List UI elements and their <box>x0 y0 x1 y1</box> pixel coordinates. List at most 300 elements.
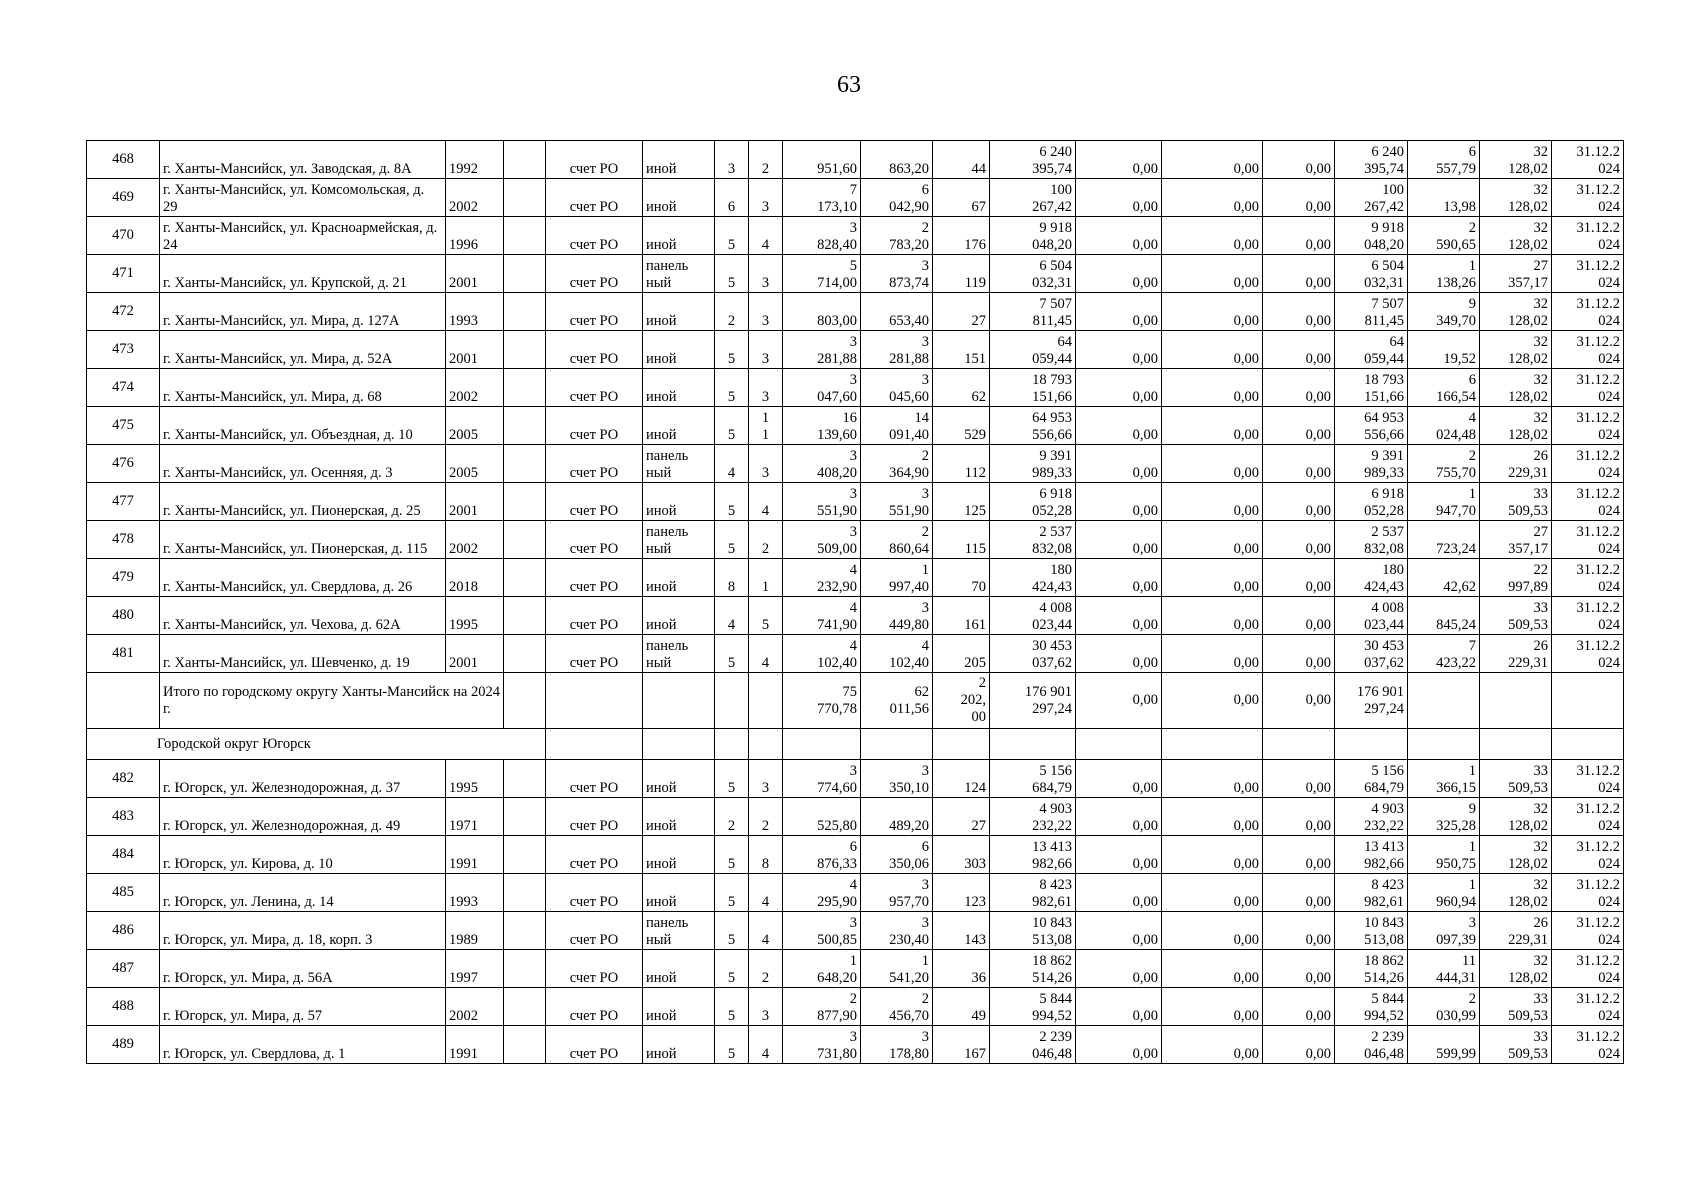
empty-cell <box>504 141 546 179</box>
entrances-cell: 4 <box>749 483 783 521</box>
section-empty-cell <box>1162 729 1263 760</box>
floors-cell: 3 <box>715 141 749 179</box>
housing-repair-table <box>86 140 1624 1064</box>
living-area-cell: 3 873,74 <box>861 255 933 293</box>
floors-cell: 5 <box>715 255 749 293</box>
address-cell: г. Югорск, ул. Ленина, д. 14 <box>160 874 446 912</box>
entrances-cell: 3 <box>749 760 783 798</box>
living-area-cell: 653,40 <box>861 293 933 331</box>
deadline-cell: 31.12.2 024 <box>1552 559 1624 597</box>
unit-cost-cell: 9 349,70 <box>1408 293 1480 331</box>
max-cost-cell: 32 128,02 <box>1480 836 1552 874</box>
table-row <box>87 597 1624 635</box>
living-area-cell: 1 997,40 <box>861 559 933 597</box>
row-number: 477 <box>87 483 160 521</box>
wall-material-cell: иной <box>643 293 715 331</box>
wall-material-cell: панель ный <box>643 521 715 559</box>
table-row <box>87 179 1624 217</box>
address-cell: г. Югорск, ул. Железнодорожная, д. 37 <box>160 760 446 798</box>
total-area-cell: 4 232,90 <box>783 559 861 597</box>
empty-cell <box>504 369 546 407</box>
max-cost-cell: 32 128,02 <box>1480 798 1552 836</box>
unit-cost-cell: 1 366,15 <box>1408 760 1480 798</box>
cost-cell: 8 423 982,61 <box>990 874 1076 912</box>
total-area-cell: 5 714,00 <box>783 255 861 293</box>
total-empty-cell <box>1480 673 1552 729</box>
fund-cell: 5 156 684,79 <box>1335 760 1408 798</box>
cost-cell: 30 453 037,62 <box>990 635 1076 673</box>
cost-cell: 13 413 982,66 <box>990 836 1076 874</box>
zero-cell-1: 0,00 <box>1076 369 1162 407</box>
zero-cell-1: 0,00 <box>1076 141 1162 179</box>
fund-cell: 4 903 232,22 <box>1335 798 1408 836</box>
cost-cell: 100 267,42 <box>990 179 1076 217</box>
fund-cell: 64 953 556,66 <box>1335 407 1408 445</box>
residents-cell: 27 <box>933 293 990 331</box>
fund-cell: 180 424,43 <box>1335 559 1408 597</box>
account-cell: счет РО <box>546 293 643 331</box>
wall-material-cell: иной <box>643 836 715 874</box>
row-number: 487 <box>87 950 160 988</box>
zero-cell-2: 0,00 <box>1162 369 1263 407</box>
floors-cell: 2 <box>715 798 749 836</box>
zero-cell-3: 0,00 <box>1263 912 1335 950</box>
entrances-cell: 3 <box>749 255 783 293</box>
entrances-cell: 3 <box>749 369 783 407</box>
table-row <box>87 521 1624 559</box>
table-row <box>87 950 1624 988</box>
unit-cost-cell: 2 755,70 <box>1408 445 1480 483</box>
zero-cell-3: 0,00 <box>1263 407 1335 445</box>
table-row <box>87 445 1624 483</box>
max-cost-cell: 33 509,53 <box>1480 597 1552 635</box>
empty-cell <box>504 597 546 635</box>
table-row <box>87 635 1624 673</box>
zero-cell-2: 0,00 <box>1162 912 1263 950</box>
year-cell: 1995 <box>446 760 504 798</box>
account-cell: счет РО <box>546 445 643 483</box>
fund-cell: 8 423 982,61 <box>1335 874 1408 912</box>
account-cell: счет РО <box>546 141 643 179</box>
row-number: 471 <box>87 255 160 293</box>
row-number: 483 <box>87 798 160 836</box>
year-cell: 2018 <box>446 559 504 597</box>
total-label-cell: Итого по городскому округу Ханты-Мансийск на 2024 г. <box>160 673 504 729</box>
total-area-cell: 951,60 <box>783 141 861 179</box>
cost-cell: 6 240 395,74 <box>990 141 1076 179</box>
unit-cost-cell: 4 024,48 <box>1408 407 1480 445</box>
section-empty-cell <box>1480 729 1552 760</box>
zero-cell-1: 0,00 <box>1076 597 1162 635</box>
zero-cell-1: 0,00 <box>1076 874 1162 912</box>
wall-material-cell: иной <box>643 559 715 597</box>
max-cost-cell: 33 509,53 <box>1480 483 1552 521</box>
account-cell: счет РО <box>546 836 643 874</box>
account-cell: счет РО <box>546 369 643 407</box>
fund-cell: 9 391 989,33 <box>1335 445 1408 483</box>
zero-cell-2: 0,00 <box>1162 988 1263 1026</box>
year-cell: 2001 <box>446 255 504 293</box>
zero-cell-3: 0,00 <box>1263 217 1335 255</box>
year-cell: 1991 <box>446 836 504 874</box>
deadline-cell: 31.12.2 024 <box>1552 293 1624 331</box>
row-number: 482 <box>87 760 160 798</box>
total-area2-cell: 62 011,56 <box>861 673 933 729</box>
deadline-cell: 31.12.2 024 <box>1552 521 1624 559</box>
wall-material-cell: иной <box>643 798 715 836</box>
year-cell: 2002 <box>446 988 504 1026</box>
total-empty-cell <box>715 673 749 729</box>
row-number: 479 <box>87 559 160 597</box>
deadline-cell: 31.12.2 024 <box>1552 217 1624 255</box>
row-number: 486 <box>87 912 160 950</box>
zero-cell-1: 0,00 <box>1076 836 1162 874</box>
entrances-cell: 4 <box>749 874 783 912</box>
row-number: 473 <box>87 331 160 369</box>
wall-material-cell: иной <box>643 217 715 255</box>
cost-cell: 9 918 048,20 <box>990 217 1076 255</box>
deadline-cell: 31.12.2 024 <box>1552 760 1624 798</box>
residents-cell: 36 <box>933 950 990 988</box>
cost-cell: 2 239 046,48 <box>990 1026 1076 1064</box>
residents-cell: 123 <box>933 874 990 912</box>
section-empty-cell <box>861 729 933 760</box>
cost-cell: 5 156 684,79 <box>990 760 1076 798</box>
total-row <box>87 673 1624 729</box>
total-area-cell: 3 500,85 <box>783 912 861 950</box>
living-area-cell: 863,20 <box>861 141 933 179</box>
zero-cell-3: 0,00 <box>1263 559 1335 597</box>
section-empty-cell <box>1076 729 1162 760</box>
floors-cell: 5 <box>715 369 749 407</box>
fund-cell: 6 504 032,31 <box>1335 255 1408 293</box>
empty-cell <box>504 483 546 521</box>
row-number: 478 <box>87 521 160 559</box>
wall-material-cell: панель ный <box>643 445 715 483</box>
total-area-cell: 3 509,00 <box>783 521 861 559</box>
fund-cell: 10 843 513,08 <box>1335 912 1408 950</box>
address-cell: г. Ханты-Мансийск, ул. Чехова, д. 62А <box>160 597 446 635</box>
year-cell: 2005 <box>446 445 504 483</box>
total-area-cell: 3 408,20 <box>783 445 861 483</box>
entrances-cell: 3 <box>749 293 783 331</box>
empty-cell <box>504 293 546 331</box>
address-cell: г. Югорск, ул. Кирова, д. 10 <box>160 836 446 874</box>
account-cell: счет РО <box>546 798 643 836</box>
unit-cost-cell: 2 030,99 <box>1408 988 1480 1026</box>
account-cell: счет РО <box>546 760 643 798</box>
living-area-cell: 3 281,88 <box>861 331 933 369</box>
living-area-cell: 2 456,70 <box>861 988 933 1026</box>
total-area-cell: 3 731,80 <box>783 1026 861 1064</box>
max-cost-cell: 26 229,31 <box>1480 445 1552 483</box>
entrances-cell: 3 <box>749 445 783 483</box>
zero-cell-3: 0,00 <box>1263 521 1335 559</box>
entrances-cell: 4 <box>749 912 783 950</box>
empty-cell <box>504 255 546 293</box>
cost-cell: 4 903 232,22 <box>990 798 1076 836</box>
zero-cell-2: 0,00 <box>1162 836 1263 874</box>
zero-cell-3: 0,00 <box>1263 179 1335 217</box>
floors-cell: 8 <box>715 559 749 597</box>
cost-cell: 180 424,43 <box>990 559 1076 597</box>
total-empty-cell <box>1552 673 1624 729</box>
fund-cell: 64 059,44 <box>1335 331 1408 369</box>
zero-cell-2: 0,00 <box>1162 179 1263 217</box>
residents-cell: 151 <box>933 331 990 369</box>
zero-cell-3: 0,00 <box>1263 874 1335 912</box>
wall-material-cell: иной <box>643 597 715 635</box>
fund-cell: 30 453 037,62 <box>1335 635 1408 673</box>
floors-cell: 4 <box>715 597 749 635</box>
address-cell: г. Югорск, ул. Железнодорожная, д. 49 <box>160 798 446 836</box>
total-area-cell: 1 648,20 <box>783 950 861 988</box>
zero-cell-3: 0,00 <box>1263 798 1335 836</box>
total-z1-cell: 0,00 <box>1076 673 1162 729</box>
entrances-cell: 1 <box>749 559 783 597</box>
zero-cell-3: 0,00 <box>1263 293 1335 331</box>
section-empty-cell <box>1552 729 1624 760</box>
total-area-cell: 3 047,60 <box>783 369 861 407</box>
cost-cell: 4 008 023,44 <box>990 597 1076 635</box>
deadline-cell: 31.12.2 024 <box>1552 141 1624 179</box>
unit-cost-cell: 19,52 <box>1408 331 1480 369</box>
max-cost-cell: 32 128,02 <box>1480 407 1552 445</box>
row-number: 475 <box>87 407 160 445</box>
deadline-cell: 31.12.2 024 <box>1552 635 1624 673</box>
max-cost-cell: 33 509,53 <box>1480 1026 1552 1064</box>
deadline-cell: 31.12.2 024 <box>1552 950 1624 988</box>
deadline-cell: 31.12.2 024 <box>1552 331 1624 369</box>
unit-cost-cell: 6 166,54 <box>1408 369 1480 407</box>
table-row <box>87 293 1624 331</box>
residents-cell: 49 <box>933 988 990 1026</box>
floors-cell: 2 <box>715 293 749 331</box>
year-cell: 1993 <box>446 293 504 331</box>
unit-cost-cell: 1 947,70 <box>1408 483 1480 521</box>
total-res-cell: 2 202, 00 <box>933 673 990 729</box>
zero-cell-3: 0,00 <box>1263 950 1335 988</box>
empty-cell <box>504 836 546 874</box>
year-cell: 1989 <box>446 912 504 950</box>
address-cell: г. Ханты-Мансийск, ул. Заводская, д. 8А <box>160 141 446 179</box>
zero-cell-1: 0,00 <box>1076 760 1162 798</box>
residents-cell: 27 <box>933 798 990 836</box>
residents-cell: 67 <box>933 179 990 217</box>
row-number: 481 <box>87 635 160 673</box>
empty-cell <box>504 988 546 1026</box>
wall-material-cell: иной <box>643 407 715 445</box>
account-cell: счет РО <box>546 217 643 255</box>
unit-cost-cell: 11 444,31 <box>1408 950 1480 988</box>
zero-cell-3: 0,00 <box>1263 988 1335 1026</box>
address-cell: г. Ханты-Мансийск, ул. Мира, д. 127А <box>160 293 446 331</box>
living-area-cell: 3 230,40 <box>861 912 933 950</box>
total-empty-cell <box>546 673 643 729</box>
account-cell: счет РО <box>546 988 643 1026</box>
zero-cell-2: 0,00 <box>1162 483 1263 521</box>
residents-cell: 176 <box>933 217 990 255</box>
zero-cell-2: 0,00 <box>1162 559 1263 597</box>
floors-cell: 5 <box>715 483 749 521</box>
address-cell: г. Ханты-Мансийск, ул. Мира, д. 52А <box>160 331 446 369</box>
zero-cell-1: 0,00 <box>1076 445 1162 483</box>
section-empty-cell <box>749 729 783 760</box>
total-area-cell: 7 173,10 <box>783 179 861 217</box>
zero-cell-3: 0,00 <box>1263 255 1335 293</box>
empty-cell <box>504 521 546 559</box>
zero-cell-3: 0,00 <box>1263 597 1335 635</box>
deadline-cell: 31.12.2 024 <box>1552 836 1624 874</box>
deadline-cell: 31.12.2 024 <box>1552 874 1624 912</box>
address-cell: г. Югорск, ул. Мира, д. 56А <box>160 950 446 988</box>
zero-cell-1: 0,00 <box>1076 950 1162 988</box>
unit-cost-cell: 1 950,75 <box>1408 836 1480 874</box>
zero-cell-3: 0,00 <box>1263 760 1335 798</box>
floors-cell: 4 <box>715 445 749 483</box>
empty-cell <box>504 331 546 369</box>
zero-cell-1: 0,00 <box>1076 483 1162 521</box>
fund-cell: 100 267,42 <box>1335 179 1408 217</box>
unit-cost-cell: 9 325,28 <box>1408 798 1480 836</box>
total-area-cell: 803,00 <box>783 293 861 331</box>
wall-material-cell: иной <box>643 1026 715 1064</box>
total-empty-cell <box>504 673 546 729</box>
max-cost-cell: 32 128,02 <box>1480 369 1552 407</box>
max-cost-cell: 32 128,02 <box>1480 217 1552 255</box>
unit-cost-cell: 6 557,79 <box>1408 141 1480 179</box>
total-z3-cell: 0,00 <box>1263 673 1335 729</box>
entrances-cell: 3 <box>749 179 783 217</box>
zero-cell-2: 0,00 <box>1162 635 1263 673</box>
fund-cell: 2 537 832,08 <box>1335 521 1408 559</box>
table-row <box>87 407 1624 445</box>
row-number: 476 <box>87 445 160 483</box>
address-cell: г. Ханты-Мансийск, ул. Мира, д. 68 <box>160 369 446 407</box>
table-row <box>87 874 1624 912</box>
cost-cell: 7 507 811,45 <box>990 293 1076 331</box>
zero-cell-3: 0,00 <box>1263 1026 1335 1064</box>
total-area-cell: 4 741,90 <box>783 597 861 635</box>
address-cell: г. Югорск, ул. Свердлова, д. 1 <box>160 1026 446 1064</box>
residents-cell: 205 <box>933 635 990 673</box>
zero-cell-3: 0,00 <box>1263 635 1335 673</box>
zero-cell-2: 0,00 <box>1162 293 1263 331</box>
wall-material-cell: панель ный <box>643 912 715 950</box>
account-cell: счет РО <box>546 407 643 445</box>
total-empty-cell <box>749 673 783 729</box>
account-cell: счет РО <box>546 179 643 217</box>
empty-cell <box>504 950 546 988</box>
fund-cell: 2 239 046,48 <box>1335 1026 1408 1064</box>
living-area-cell: 3 350,10 <box>861 760 933 798</box>
empty-cell <box>504 559 546 597</box>
wall-material-cell: иной <box>643 179 715 217</box>
table-row <box>87 798 1624 836</box>
table-row <box>87 483 1624 521</box>
wall-material-cell: иной <box>643 141 715 179</box>
table-row <box>87 1026 1624 1064</box>
total-empty-cell <box>87 673 160 729</box>
residents-cell: 44 <box>933 141 990 179</box>
section-empty-cell <box>1263 729 1335 760</box>
floors-cell: 5 <box>715 407 749 445</box>
wall-material-cell: иной <box>643 483 715 521</box>
total-area1-cell: 75 770,78 <box>783 673 861 729</box>
year-cell: 2002 <box>446 521 504 559</box>
zero-cell-2: 0,00 <box>1162 597 1263 635</box>
zero-cell-2: 0,00 <box>1162 521 1263 559</box>
fund-cell: 4 008 023,44 <box>1335 597 1408 635</box>
residents-cell: 167 <box>933 1026 990 1064</box>
year-cell: 2005 <box>446 407 504 445</box>
entrances-cell: 4 <box>749 217 783 255</box>
account-cell: счет РО <box>546 255 643 293</box>
total-area-cell: 4 102,40 <box>783 635 861 673</box>
deadline-cell: 31.12.2 024 <box>1552 597 1624 635</box>
table-row <box>87 255 1624 293</box>
cost-cell: 18 862 514,26 <box>990 950 1076 988</box>
row-number: 468 <box>87 141 160 179</box>
section-row <box>87 729 1624 760</box>
deadline-cell: 31.12.2 024 <box>1552 369 1624 407</box>
living-area-cell: 2 364,90 <box>861 445 933 483</box>
zero-cell-3: 0,00 <box>1263 483 1335 521</box>
zero-cell-2: 0,00 <box>1162 141 1263 179</box>
living-area-cell: 6 042,90 <box>861 179 933 217</box>
floors-cell: 5 <box>715 760 749 798</box>
deadline-cell: 31.12.2 024 <box>1552 407 1624 445</box>
max-cost-cell: 32 128,02 <box>1480 179 1552 217</box>
year-cell: 1992 <box>446 141 504 179</box>
entrances-cell: 1 1 <box>749 407 783 445</box>
unit-cost-cell: 1 960,94 <box>1408 874 1480 912</box>
zero-cell-3: 0,00 <box>1263 141 1335 179</box>
total-area-cell: 3 828,40 <box>783 217 861 255</box>
entrances-cell: 3 <box>749 988 783 1026</box>
living-area-cell: 2 860,64 <box>861 521 933 559</box>
living-area-cell: 1 541,20 <box>861 950 933 988</box>
fund-cell: 7 507 811,45 <box>1335 293 1408 331</box>
cost-cell: 64 059,44 <box>990 331 1076 369</box>
entrances-cell: 4 <box>749 1026 783 1064</box>
floors-cell: 5 <box>715 988 749 1026</box>
table-row <box>87 988 1624 1026</box>
total-area-cell: 3 281,88 <box>783 331 861 369</box>
unit-cost-cell: 2 590,65 <box>1408 217 1480 255</box>
total-area-cell: 4 295,90 <box>783 874 861 912</box>
fund-cell: 18 793 151,66 <box>1335 369 1408 407</box>
unit-cost-cell: 599,99 <box>1408 1026 1480 1064</box>
zero-cell-2: 0,00 <box>1162 760 1263 798</box>
residents-cell: 112 <box>933 445 990 483</box>
deadline-cell: 31.12.2 024 <box>1552 255 1624 293</box>
unit-cost-cell: 3 097,39 <box>1408 912 1480 950</box>
zero-cell-1: 0,00 <box>1076 988 1162 1026</box>
zero-cell-2: 0,00 <box>1162 217 1263 255</box>
address-cell: г. Ханты-Мансийск, ул. Осенняя, д. 3 <box>160 445 446 483</box>
empty-cell <box>504 760 546 798</box>
entrances-cell: 2 <box>749 798 783 836</box>
zero-cell-1: 0,00 <box>1076 293 1162 331</box>
fund-cell: 18 862 514,26 <box>1335 950 1408 988</box>
unit-cost-cell: 42,62 <box>1408 559 1480 597</box>
floors-cell: 5 <box>715 635 749 673</box>
living-area-cell: 3 449,80 <box>861 597 933 635</box>
living-area-cell: 3 045,60 <box>861 369 933 407</box>
section-empty-cell <box>546 729 643 760</box>
table-row <box>87 836 1624 874</box>
